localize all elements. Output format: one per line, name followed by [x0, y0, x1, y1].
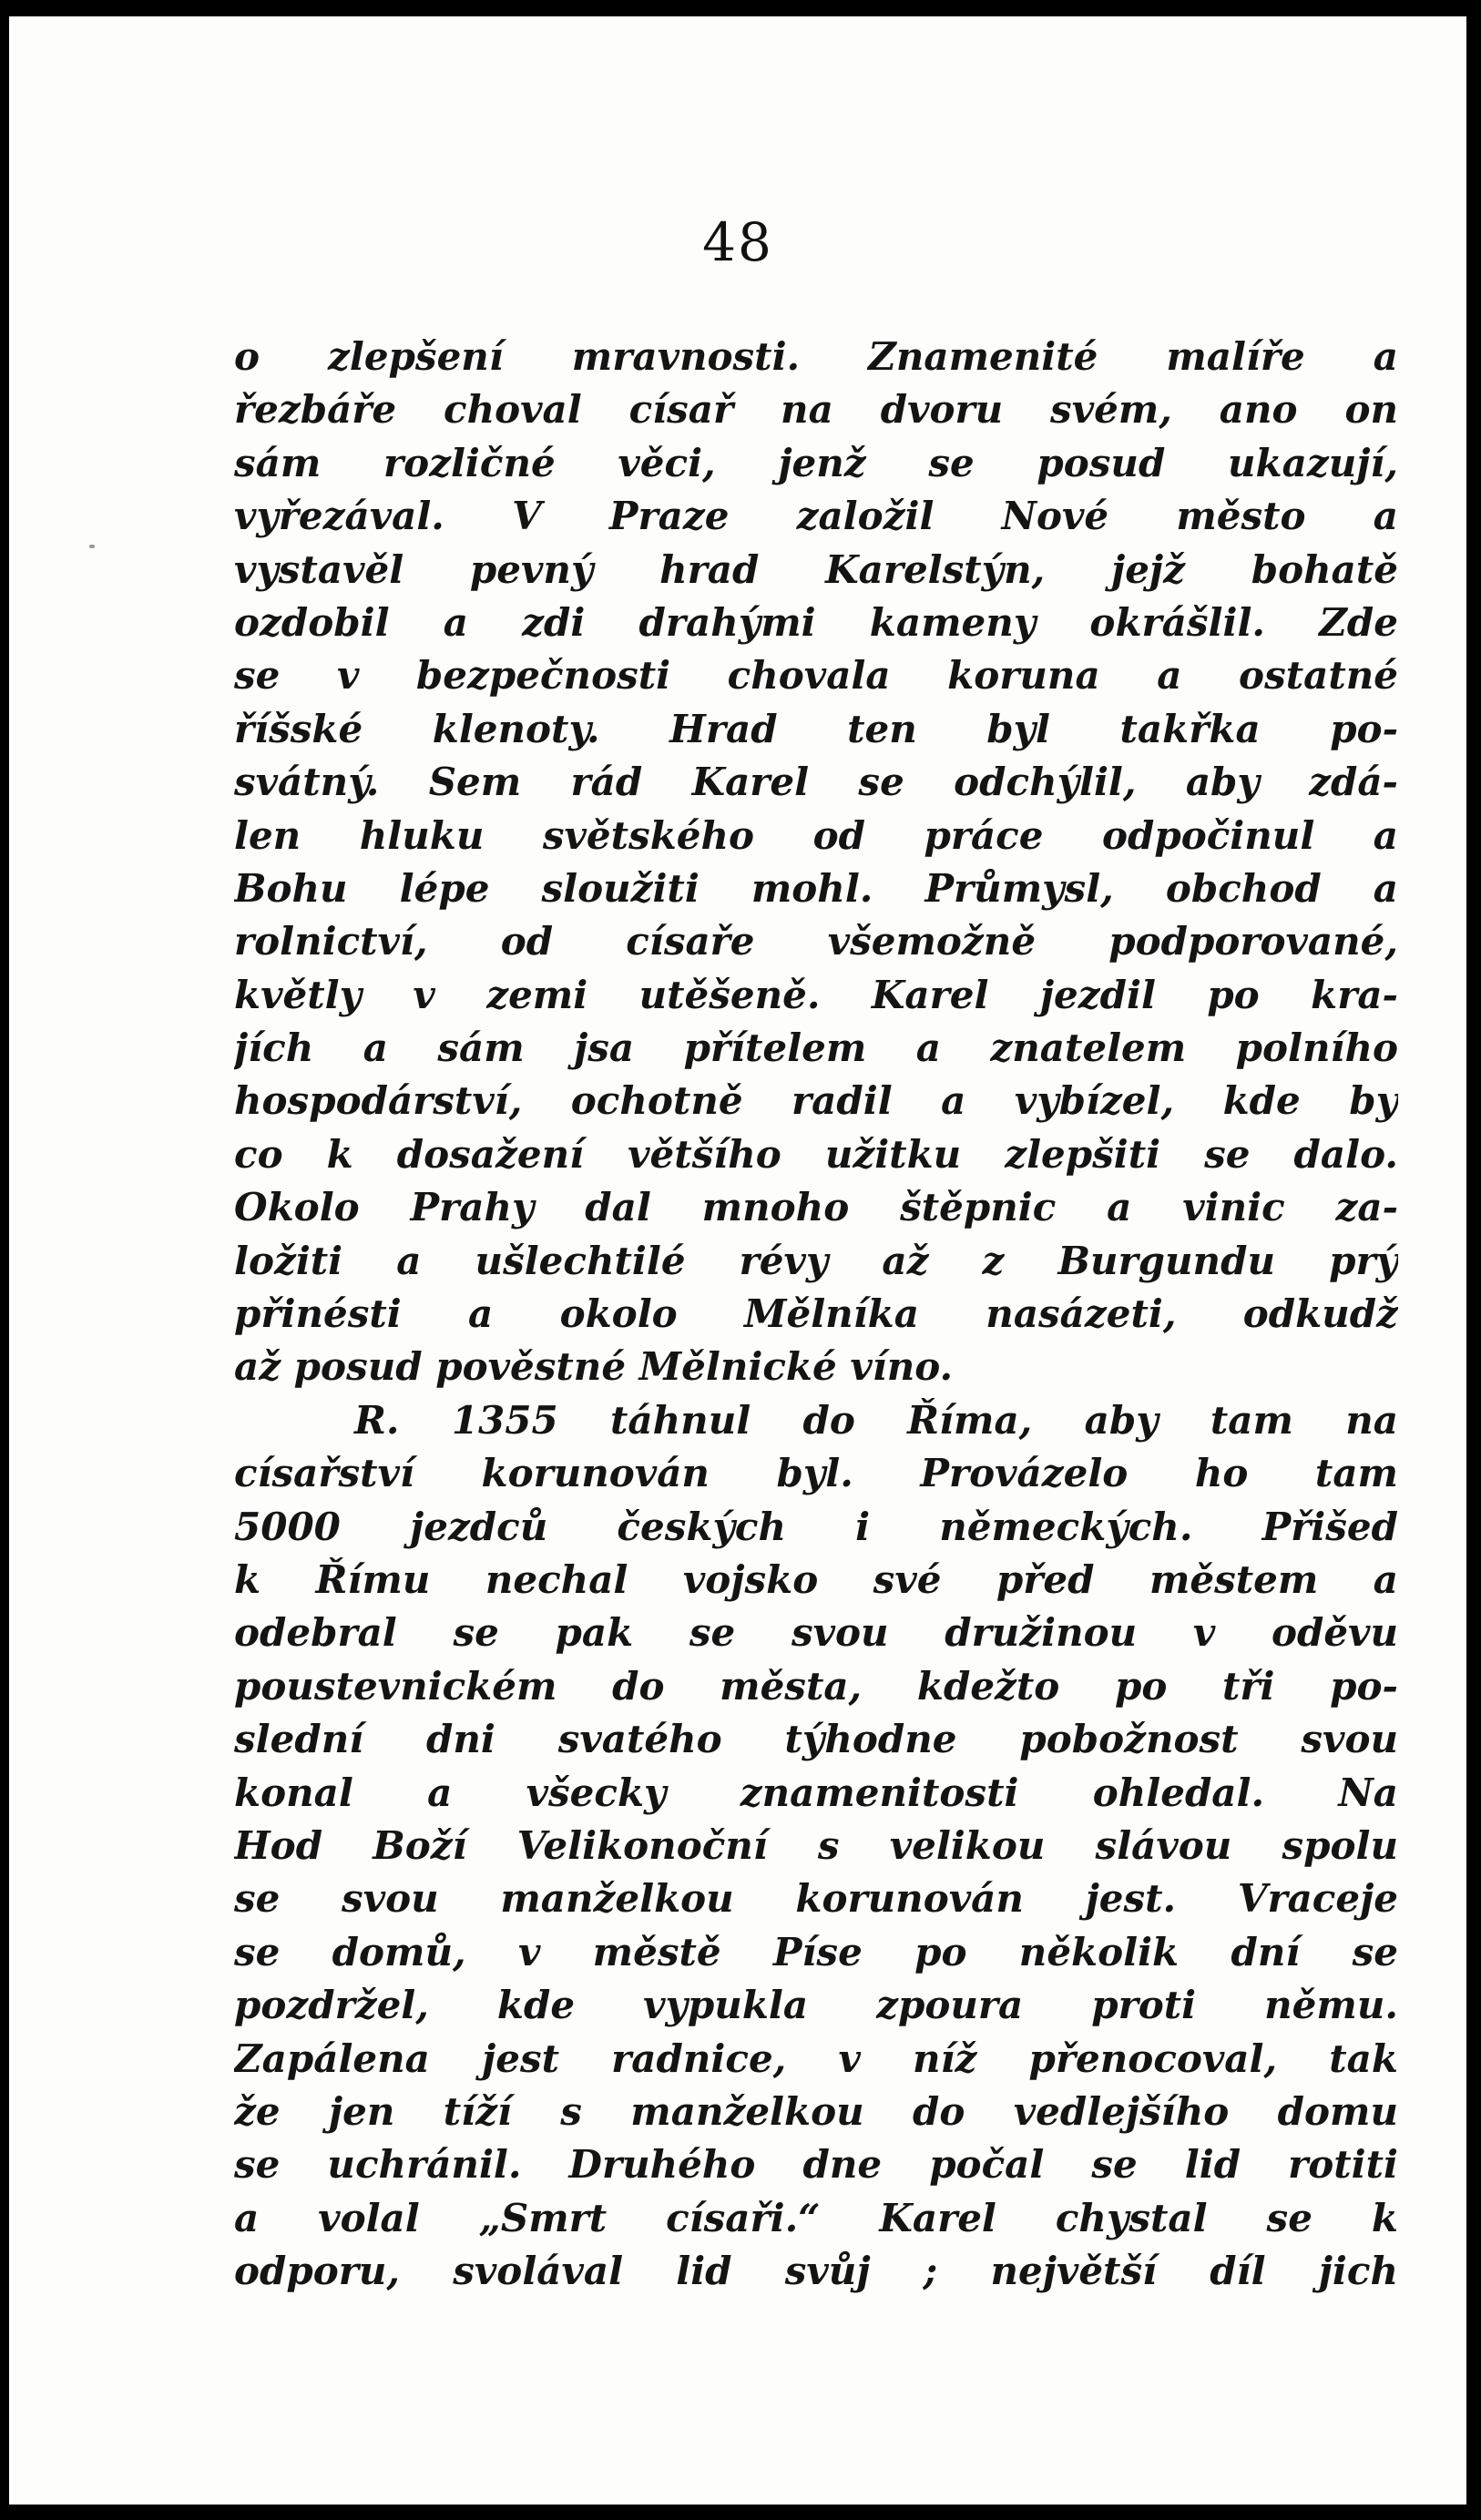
text-line: hospodárství, ochotně radil a vybízel, kde by	[234, 1078, 1398, 1124]
text-line: že jen tíží s manželkou do vedlejšího domu	[234, 2088, 1398, 2134]
text-line: ložiti a ušlechtilé révy až z Burgundu prý	[234, 1238, 1398, 1283]
text-line: konal a všecky znamenitosti ohledal. Na	[234, 1770, 1398, 1815]
text-line: o zlepšení mravnosti. Znamenité malíře a	[234, 334, 1398, 379]
paragraph-end-line: až posud pověstné Mělnické víno.	[234, 1344, 954, 1390]
text-line: co k dosažení většího užitku zlepšiti se dalo.	[234, 1131, 1398, 1177]
text-line: sám rozličné věci, jenž se posud ukazují,	[234, 440, 1398, 485]
text-line: pozdržel, kde vypukla zpoura proti němu.	[234, 1983, 1398, 2028]
text-line: řezbáře choval císař na dvoru svém, ano on	[234, 387, 1398, 433]
text-line: k Římu nechal vojsko své před městem a	[234, 1556, 1398, 1602]
text-line: poustevnickém do města, kdežto po tři po-	[234, 1663, 1398, 1709]
text-line: odporu, svolával lid svůj ; největší díl jich	[234, 2249, 1398, 2294]
text-line: rolnictví, od císaře všemožně podporované,	[234, 919, 1398, 964]
text-line: Hod Boží Velikonoční s velikou slávou spolu	[234, 1822, 1398, 1868]
text-line: a volal „Smrt císaři.“ Karel chystal se k	[234, 2195, 1398, 2240]
paper-speck	[89, 545, 95, 548]
book-page	[9, 16, 1466, 2505]
text-line: len hluku světského od práce odpočinul a	[234, 812, 1398, 858]
text-line: vyřezával. V Praze založil Nové město a	[234, 494, 1398, 539]
page-number: 48	[702, 211, 773, 273]
text-line: Bohu lépe sloužiti mohl. Průmysl, obchod a	[234, 865, 1398, 911]
text-line: se svou manželkou korunován jest. Vraceje	[234, 1876, 1398, 1922]
text-line: jích a sám jsa přítelem a znatelem polního	[234, 1025, 1398, 1071]
text-line: se uchránil. Druhého dne počal se lid rotiti	[234, 2142, 1398, 2188]
text-line: říšské klenoty. Hrad ten byl takřka po-	[234, 706, 1398, 751]
text-line: svátný. Sem rád Karel se odchýlil, aby zdá-	[234, 760, 1398, 805]
text-line: se domů, v městě Písе po několik dní se	[234, 1929, 1398, 1974]
paragraph-start-line: R. 1355 táhnul do Říma, aby tam na	[354, 1397, 1398, 1443]
text-line: 5000 jezdců českých i německých. Přišed	[234, 1504, 1398, 1549]
body-text	[234, 331, 1398, 2298]
text-line: přinésti a okolo Mělníka nasázeti, odkudž	[234, 1291, 1398, 1337]
text-line: vystavěl pevný hrad Karelstýn, jejž bohatě	[234, 546, 1398, 592]
text-line: Okolo Prahy dal mnoho štěpnic a vinic za-	[234, 1185, 1398, 1230]
text-line: císařství korunován byl. Provázelo ho tam	[234, 1451, 1398, 1496]
text-line: květly v zemi utěšeně. Karel jezdil po kra-	[234, 972, 1398, 1017]
text-line: Zapálena jest radnice, v níž přenocoval, tak	[234, 2035, 1398, 2081]
text-line: slední dni svatého týhodne pobožnost svou	[234, 1717, 1398, 1762]
text-line: se v bezpečnosti chovala koruna a ostatné	[234, 653, 1398, 699]
text-line: ozdobil a zdi drahými kameny okrášlil. Zde	[234, 599, 1398, 645]
text-line: odebral se pak se svou družinou v oděvu	[234, 1610, 1398, 1656]
